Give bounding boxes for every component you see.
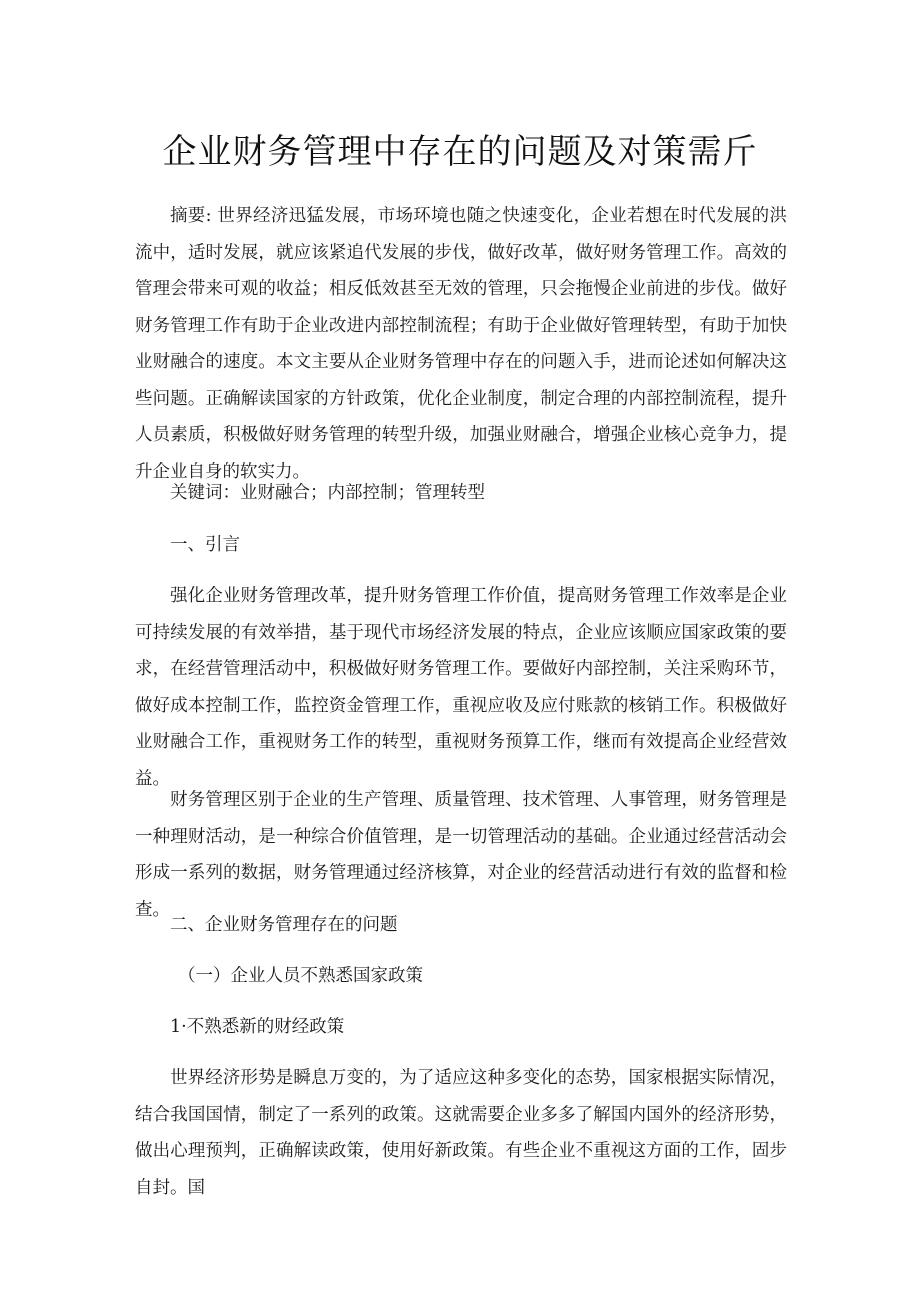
introduction-paragraph-2: 财务管理区别于企业的生产管理、质量管理、技术管理、人事管理，财务管理是一种理财活动，是一种综合价值管理，是一切管理活动的基础。企业通过经营活动会形成一系列的数据，财务管理通过经济核算，对企业的经营活动进行有效的监督和检查。 — [135, 790, 787, 920]
subsubsection-heading-new-policy: 1·不熟悉新的财经政策 — [170, 1017, 345, 1037]
section-heading-introduction: 一、引言 — [170, 535, 240, 555]
subsection-heading-policy: （一）企业人员不熟悉国家政策 — [178, 966, 423, 986]
body-paragraph: 世界经济形势是瞬息万变的，为了适应这种多变化的态势，国家根据实际情况，结合我国国情，制定了一系列的政策。这就需要企业多多了解国内国外的经济形势，做出心理预判，正确解读政策，使用好新政策。有些企业不重视这方面的工作，固步自封。国 — [135, 1068, 787, 1198]
introduction-paragraph-1: 强化企业财务管理改革，提升财务管理工作价值，提高财务管理工作效率是企业可持续发展的有效举措，基于现代市场经济发展的特点，企业应该顺应国家政策的要求，在经营管理活动中，积极做好财务管理工作。要做好内部控制，关注采购环节，做好成本控制工作，监控资金管理工作，重视应收及应付账款的核销工作。积极做好业财融合工作，重视财务工作的转型，重视财务预算工作，继而有效提高企业经营效益。 — [135, 586, 787, 789]
document-title: 企业财务管理中存在的问题及对策需斤 — [162, 132, 758, 172]
section-heading-problems: 二、企业财务管理存在的问题 — [170, 915, 398, 935]
keywords-line: 关键词：业财融合；内部控制；管理转型 — [170, 483, 485, 503]
abstract-paragraph: 摘要: 世界经济迅猛发展，市场环境也随之快速变化，企业若想在时代发展的洪流中，适时发展，就应该紧追代发展的步伐，做好改革，做好财务管理工作。高效的管理会带来可观的收益；相反低效甚至无效的管理，只会拖慢企业前进的步伐。做好财务管理工作有助于企业改进内部控制流程；有助于企业做好管理转型，有助于加快业财融合的速度。本文主要从企业财务管理中存在的问题入手，进而论述如何解决这些问题。正确解读国家的方针政策，优化企业制度，制定合理的内部控制流程，提升人员素质，积极做好财务管理的转型升级，加强业财融合，增强企业核心竞争力，提升企业自身的软实力。 — [135, 206, 787, 482]
